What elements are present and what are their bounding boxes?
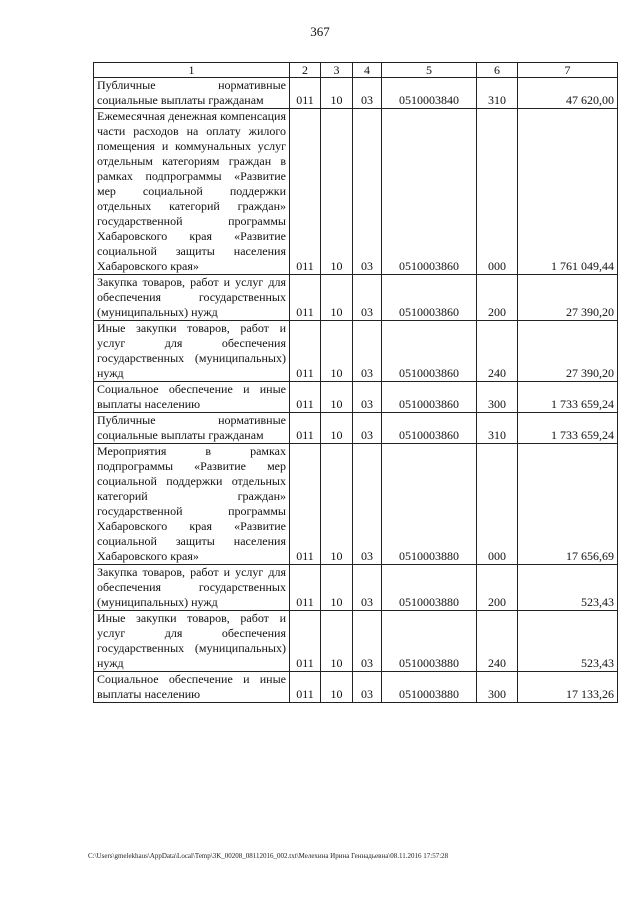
code-target: 0510003880 [382, 565, 477, 611]
table-row [94, 565, 618, 611]
code-gov: 011 [290, 565, 321, 611]
code-target: 0510003880 [382, 611, 477, 672]
code-target: 0510003880 [382, 444, 477, 565]
code-gov: 011 [290, 321, 321, 382]
column-number: 5 [382, 63, 477, 78]
row-name: Иные закупки товаров, работ и услуг для обеспечения государственных (муниципальных) нужд [94, 611, 290, 672]
code-subsection: 03 [353, 109, 382, 275]
code-section: 10 [321, 444, 353, 565]
code-expense-type: 000 [477, 444, 518, 565]
row-name: Мероприятия в рамках подпрограммы «Развитие мер социальной поддержки отдельных категорий граждан» государственной программы Хабаровского края «Развитие социальной защиты населения Хабаровского края» [94, 444, 290, 565]
code-gov: 011 [290, 413, 321, 444]
code-section: 10 [321, 413, 353, 444]
code-subsection: 03 [353, 275, 382, 321]
file-path-footer: C:\Users\gmelekhaus\AppData\Local\Temp\3K_00208_08112016_002.txt\Мелехина Ирина Геннадьевна\08.11.2016 17:57:28 [88, 852, 449, 860]
code-section: 10 [321, 78, 353, 109]
code-section: 10 [321, 321, 353, 382]
code-section: 10 [321, 611, 353, 672]
amount: 17 656,69 [518, 444, 618, 565]
code-expense-type: 300 [477, 382, 518, 413]
code-subsection: 03 [353, 413, 382, 444]
table-row [94, 78, 618, 109]
row-name: Иные закупки товаров, работ и услуг для обеспечения государственных (муниципальных) нужд [94, 321, 290, 382]
code-subsection: 03 [353, 611, 382, 672]
amount: 523,43 [518, 611, 618, 672]
amount: 1 733 659,24 [518, 413, 618, 444]
page-number: 367 [310, 24, 330, 39]
table-row [94, 109, 618, 275]
code-expense-type: 240 [477, 611, 518, 672]
row-name: Закупка товаров, работ и услуг для обеспечения государственных (муниципальных) нужд [94, 565, 290, 611]
table-row [94, 611, 618, 672]
amount: 1 761 049,44 [518, 109, 618, 275]
table-row [94, 382, 618, 413]
table-row [94, 413, 618, 444]
code-expense-type: 200 [477, 275, 518, 321]
code-subsection: 03 [353, 382, 382, 413]
code-gov: 011 [290, 672, 321, 703]
code-gov: 011 [290, 382, 321, 413]
code-subsection: 03 [353, 444, 382, 565]
amount: 17 133,26 [518, 672, 618, 703]
column-number: 3 [321, 63, 353, 78]
code-expense-type: 200 [477, 565, 518, 611]
code-subsection: 03 [353, 672, 382, 703]
amount: 27 390,20 [518, 321, 618, 382]
amount: 47 620,00 [518, 78, 618, 109]
amount: 523,43 [518, 565, 618, 611]
code-gov: 011 [290, 78, 321, 109]
code-target: 0510003880 [382, 672, 477, 703]
column-number: 1 [94, 63, 290, 78]
column-number: 7 [518, 63, 618, 78]
code-target: 0510003860 [382, 382, 477, 413]
row-name: Публичные нормативные социальные выплаты гражданам [94, 78, 290, 109]
table-row [94, 672, 618, 703]
code-gov: 011 [290, 444, 321, 565]
code-target: 0510003860 [382, 321, 477, 382]
amount: 27 390,20 [518, 275, 618, 321]
code-expense-type: 310 [477, 413, 518, 444]
code-section: 10 [321, 565, 353, 611]
code-gov: 011 [290, 611, 321, 672]
table-row [94, 444, 618, 565]
code-expense-type: 300 [477, 672, 518, 703]
amount: 1 733 659,24 [518, 382, 618, 413]
code-subsection: 03 [353, 78, 382, 109]
budget-table [93, 62, 618, 703]
code-gov: 011 [290, 109, 321, 275]
code-target: 0510003840 [382, 78, 477, 109]
code-subsection: 03 [353, 565, 382, 611]
code-section: 10 [321, 109, 353, 275]
code-target: 0510003860 [382, 275, 477, 321]
code-target: 0510003860 [382, 109, 477, 275]
code-expense-type: 000 [477, 109, 518, 275]
row-name: Публичные нормативные социальные выплаты гражданам [94, 413, 290, 444]
table-row [94, 275, 618, 321]
code-expense-type: 240 [477, 321, 518, 382]
column-number: 4 [353, 63, 382, 78]
code-section: 10 [321, 672, 353, 703]
row-name: Закупка товаров, работ и услуг для обеспечения государственных (муниципальных) нужд [94, 275, 290, 321]
row-name: Ежемесячная денежная компенсация части расходов на оплату жилого помещения и коммунальных услуг отдельным категориям граждан в рамках подпрограммы «Развитие мер социальной поддержки отдельных категорий граждан» государственной программы Хабаровского края «Развитие социальной защиты населения Хабаровского края» [94, 109, 290, 275]
column-number: 2 [290, 63, 321, 78]
column-number: 6 [477, 63, 518, 78]
table-header-row [94, 63, 618, 78]
code-subsection: 03 [353, 321, 382, 382]
table-row [94, 321, 618, 382]
code-expense-type: 310 [477, 78, 518, 109]
code-section: 10 [321, 382, 353, 413]
row-name: Социальное обеспечение и иные выплаты населению [94, 672, 290, 703]
code-target: 0510003860 [382, 413, 477, 444]
code-gov: 011 [290, 275, 321, 321]
code-section: 10 [321, 275, 353, 321]
row-name: Социальное обеспечение и иные выплаты населению [94, 382, 290, 413]
